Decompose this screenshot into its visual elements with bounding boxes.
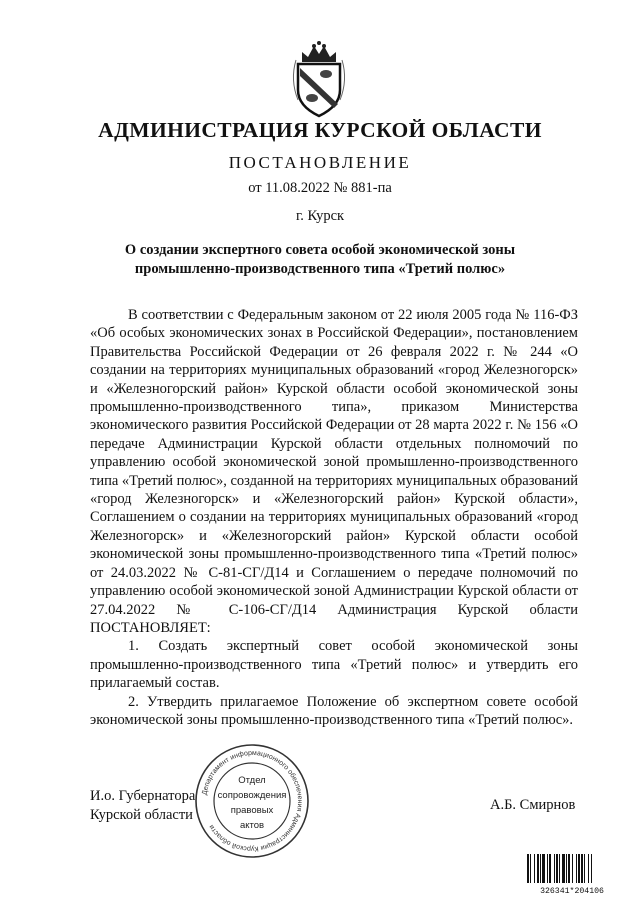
barcode-bar: [537, 854, 539, 883]
document-subject: [90, 241, 550, 279]
barcode-bar: [542, 854, 545, 883]
stamp-ring-text: Департамент информационного обеспечения Администрации Курской области: [201, 749, 304, 853]
barcode-bar: [540, 854, 541, 883]
barcode-bar: [554, 854, 555, 883]
stamp-line-3: правовых: [230, 805, 274, 816]
coat-of-arms-emblem: [288, 40, 350, 118]
organization-title: АДМИНИСТРАЦИЯ КУРСКОЙ ОБЛАСТИ: [98, 118, 542, 142]
barcode-bar: [576, 854, 577, 883]
barcode-bar: [556, 854, 558, 883]
barcode-bar: [530, 854, 531, 883]
barcode-bar: [562, 854, 565, 883]
barcode-bar: [549, 854, 551, 883]
barcode-bar: [559, 854, 560, 883]
barcode-bar: [591, 854, 592, 883]
signatory-position-line-1: И.о. Губернатора: [90, 788, 196, 804]
document-city: г. Курск: [295, 208, 345, 224]
signatory-name: А.Б. Смирнов: [490, 797, 576, 813]
barcode-bars: [527, 854, 592, 883]
document-date-number: от 11.08.2022 № 881-па: [248, 180, 392, 196]
barcode-bar: [547, 854, 548, 883]
signatory-position: [90, 787, 195, 825]
stamp-line-2: сопровождения: [217, 790, 287, 801]
barcode-number: 326341*204106: [540, 887, 604, 895]
signatory-position-line-2: Курской области: [90, 807, 193, 823]
barcode-bar: [527, 854, 529, 883]
barcode-bar: [578, 854, 580, 883]
barcode-bar: [584, 854, 585, 883]
body-item-2: 2. Утвердить прилагаемое Положение об экспертном совете особой экономической зоны промышленно-производственного типа «Третий полюс».: [90, 693, 578, 728]
barcode-bar: [581, 854, 583, 883]
document-type: ПОСТАНОВЛЕНИЕ: [228, 153, 412, 172]
body-preamble: В соответствии с Федеральным законом от 22 июля 2005 года № 116-ФЗ «Об особых экономических зонах в Российской Федерации», постановлением Правительства Российской Федерации от 26 февраля 2022 г. № 244 «О создании на территориях муниципальных образований «город Железногорск» и «Железногорский район» Курской области особой экономической зоны промышленно-производственного типа», приказом Министерства экономического развития Российской Федерации от 28 марта 2022 г. № 156 «О передаче Администрации Курской области отдельных полномочий по управлению особой экономической зоной промышленно-производственного типа «Третий полюс», созданной на территориях муниципальных образований «город Железногорск» и «Железногорский район» Курской области», Соглашением о создании на территориях муниципальных образований «город Железногорск» и «Железногорский район» Курской области особой экономической зоны промышленно-производственного типа «Третий полюс» от 24.03.2022 № С-81-СГ/Д14 и Соглашением о передаче полномочий по управлению особой экономической зоной Администрации Курской области от 27.04.2022 № С-106-СГ/Д14 Администрация Курской области ПОСТАНОВЛЯЕТ:: [90, 307, 578, 636]
barcode-bar: [588, 854, 589, 883]
barcode-bar: [568, 854, 570, 883]
barcode-bar: [534, 854, 535, 883]
barcode: [525, 853, 619, 895]
barcode-bar: [566, 854, 567, 883]
stamp-line-4: актов: [239, 820, 265, 831]
subject-line-1: О создании экспертного совета особой экономической зоны: [124, 242, 516, 258]
barcode-bar: [572, 854, 573, 883]
official-stamp: [190, 743, 314, 859]
body-item-1: 1. Создать экспертный совет особой экономической зоны промышленно-производственного типа «Третий полюс» и утвердить его прилагаемый состав.: [90, 638, 578, 692]
stamp-line-1: Отдел: [238, 775, 266, 786]
document-body: [90, 306, 578, 729]
subject-line-2: промышленно-производственного типа «Третий полюс»: [134, 261, 506, 277]
